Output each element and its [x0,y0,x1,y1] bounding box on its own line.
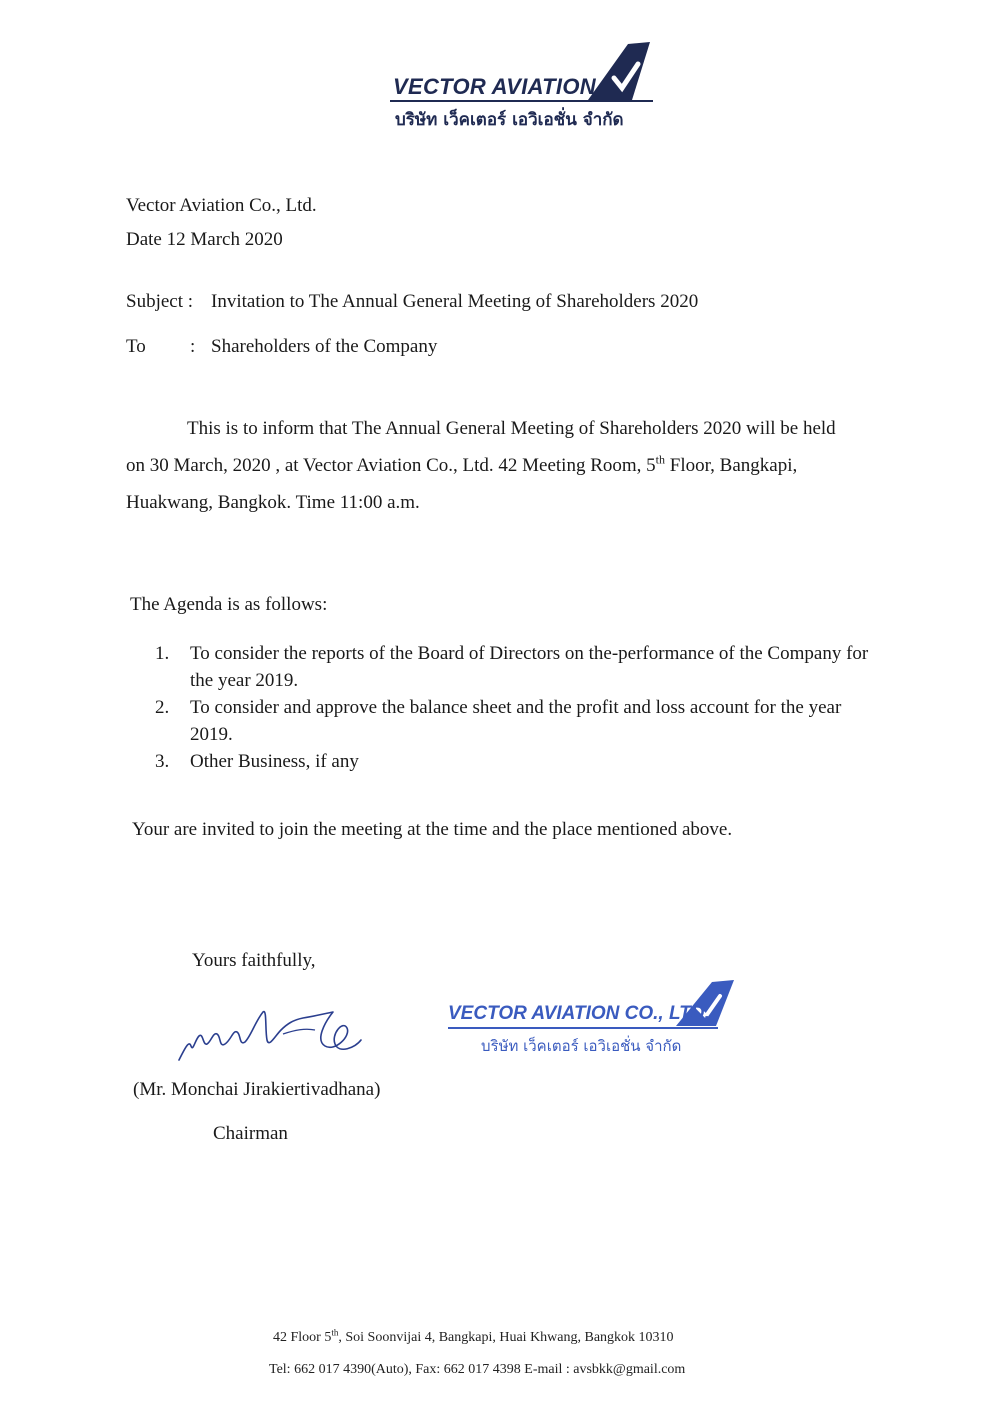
to-label: To [126,336,146,357]
agenda-item [155,694,885,748]
footer-address-pre: 42 Floor 5 [273,1330,332,1345]
agenda-item-text: Other Business, if any [190,751,359,772]
logo-brand-text: VECTOR AVIATION [393,74,596,99]
signer-title: Chairman [213,1123,288,1144]
agenda-item [155,748,885,775]
footer-address [273,1327,674,1346]
invitation-text: Your are invited to join the meeting at the time and the place mentioned above. [132,819,733,840]
agenda-item-number: 3. [155,751,170,772]
body-line-2-post: Floor, Bangkapi, [665,455,798,476]
stamp-thai-text: บริษัท เว็คเตอร์ เอวิเอชั่น จำกัด [481,1037,682,1055]
footer-address-post: , Soi Soonvijai 4, Bangkapi, Huai Khwang, Bangkok 10310 [338,1330,674,1345]
logo-thai-text: บริษัท เว็คเตอร์ เอวิเอชั่น จำกัด [395,110,624,130]
body-line-2-pre: on 30 March, 2020 , at Vector Aviation Co., Ltd. 42 Meeting Room, 5 [126,455,656,476]
body-line-1: This is to inform that The Annual General Meeting of Shareholders 2020 will be held [187,418,836,439]
company-logo [390,42,660,130]
signer-name: (Mr. Monchai Jirakiertivadhana) [133,1079,381,1100]
to-colon: : [190,336,196,357]
subject-label: Subject : [126,291,194,312]
agenda-list [155,640,885,775]
footer-contact: Tel: 662 017 4390(Auto), Fax: 662 017 4398 E-mail : avsbkk@gmail.com [269,1362,686,1377]
company-name: Vector Aviation Co., Ltd. [126,195,317,216]
body-line-2 [126,447,797,484]
letter-date: Date 12 March 2020 [126,229,283,250]
logo-underline [390,100,653,102]
agenda-item [155,640,885,694]
agenda-item-text: To consider and approve the balance sheet and the profit and loss account for the year 2019. [190,697,842,745]
stamp-underline [448,1027,718,1029]
company-stamp [448,980,738,1060]
to-text: Shareholders of the Company [211,336,438,357]
body-line-3: Huakwang, Bangkok. Time 11:00 a.m. [126,492,420,513]
stamp-brand-text: VECTOR AVIATION CO., LTD. [448,1003,710,1024]
agenda-intro: The Agenda is as follows: [130,594,328,615]
agenda-item-text: To consider the reports of the Board of Directors on the-performance of the Company for the year 2019. [190,643,869,691]
closing-text: Yours faithfully, [192,950,316,971]
subject-text: Invitation to The Annual General Meeting of Shareholders 2020 [211,291,699,312]
agenda-item-number: 2. [155,697,170,718]
airplane-tail-icon [588,42,650,100]
agenda-item-number: 1. [155,643,170,664]
footer-address-sup: th [331,1327,339,1338]
handwritten-signature [175,1000,375,1070]
body-line-2-sup: th [655,452,665,467]
